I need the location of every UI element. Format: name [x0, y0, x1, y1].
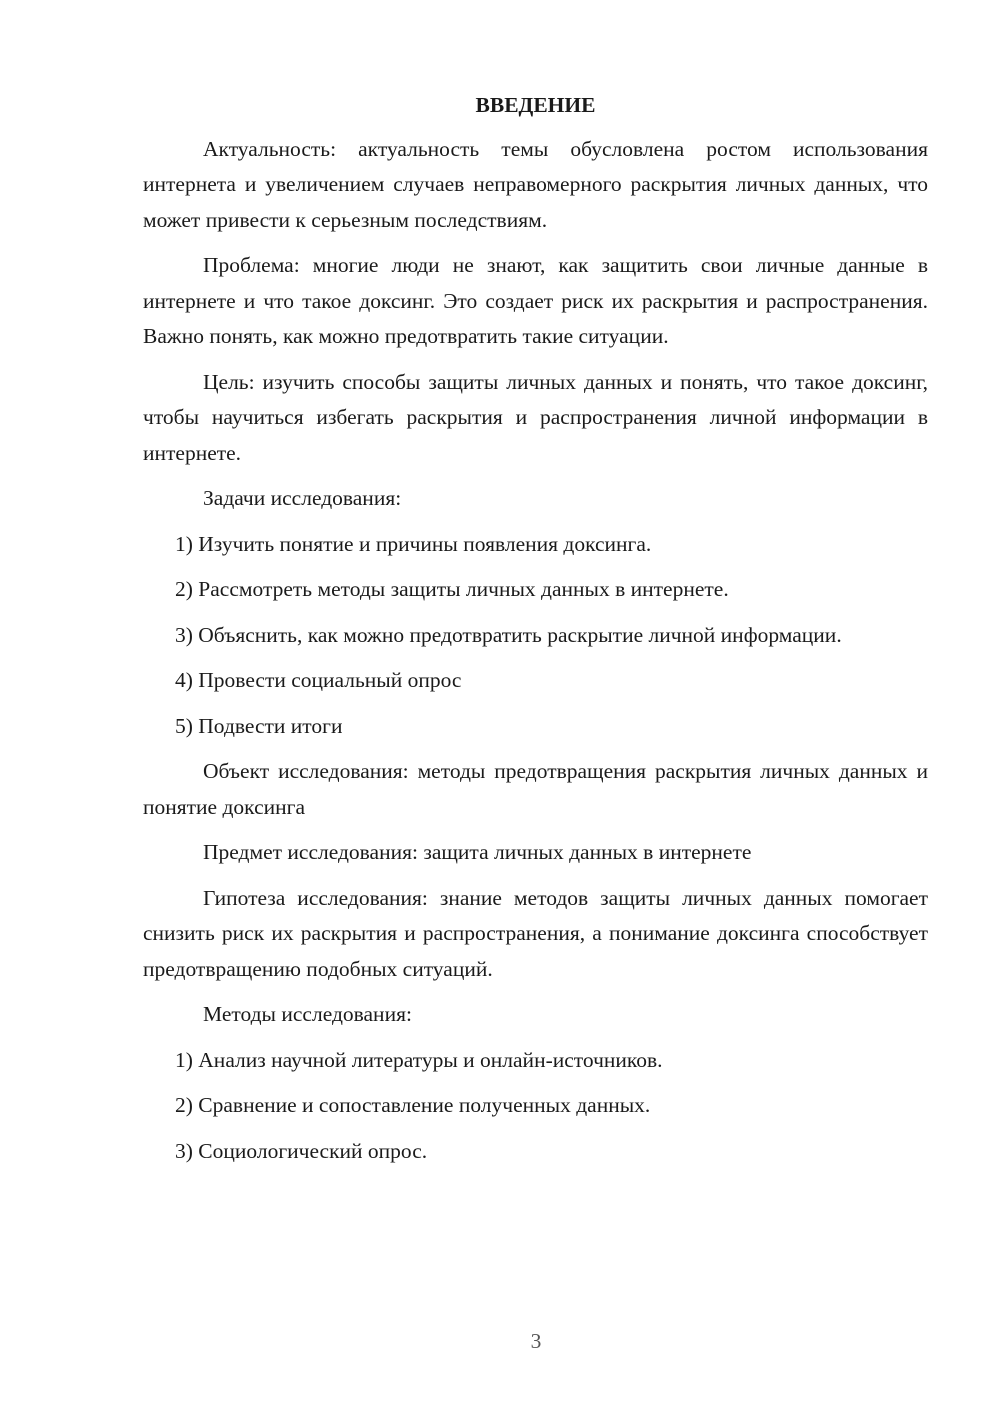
problem-paragraph: Проблема: многие люди не знают, как защитить свои личные данные в интернете и что такое доксинг. Это создает риск их раскрытия и распространения. Важно понять, как можно предотвратить такие ситуации. [143, 253, 928, 348]
methods-heading: Методы исследования: [203, 1002, 412, 1026]
tasks-heading: Задачи исследования: [203, 486, 402, 510]
hypothesis-paragraph: Гипотеза исследования: знание методов защиты личных данных помогает снизить риск их раскрытия и распространения, а понимание доксинга способствует предотвращению подобных ситуаций. [143, 885, 928, 981]
method-item-2: 2) Сравнение и сопоставление полученных данных. [175, 1093, 651, 1117]
method-item-3: 3) Социологический опрос. [175, 1138, 428, 1163]
page-number: 3 [530, 1329, 542, 1353]
document-page [143, 88, 928, 1179]
object-paragraph: Объект исследования: методы предотвращения раскрытия личных данных и понятие доксинга [143, 759, 928, 819]
task-item-1: 1) Изучить понятие и причины появления доксинга. [175, 531, 652, 556]
task-item-3: 3) Объяснить, как можно предотвратить раскрытие личной информации. [175, 622, 842, 647]
subject-paragraph: Предмет исследования: защита личных данных в интернете [203, 840, 752, 864]
method-item-1: 1) Анализ научной литературы и онлайн-источников. [175, 1047, 663, 1072]
section-title: ВВЕДЕНИЕ [475, 93, 596, 117]
task-item-5: 5) Подвести итоги [175, 713, 343, 738]
goal-paragraph: Цель: изучить способы защиты личных данных и понять, что такое доксинг, чтобы научиться избегать раскрытия и распространения личной информации в интернете. [143, 369, 928, 465]
task-item-4: 4) Провести социальный опрос [175, 668, 462, 692]
relevance-paragraph: Актуальность: актуальность темы обусловлена ростом использования интернета и увеличением случаев неправомерного раскрытия личных данных, что может привести к серьезным последствиям. [143, 136, 928, 232]
task-item-2: 2) Рассмотреть методы защиты личных данных в интернете. [175, 577, 729, 601]
